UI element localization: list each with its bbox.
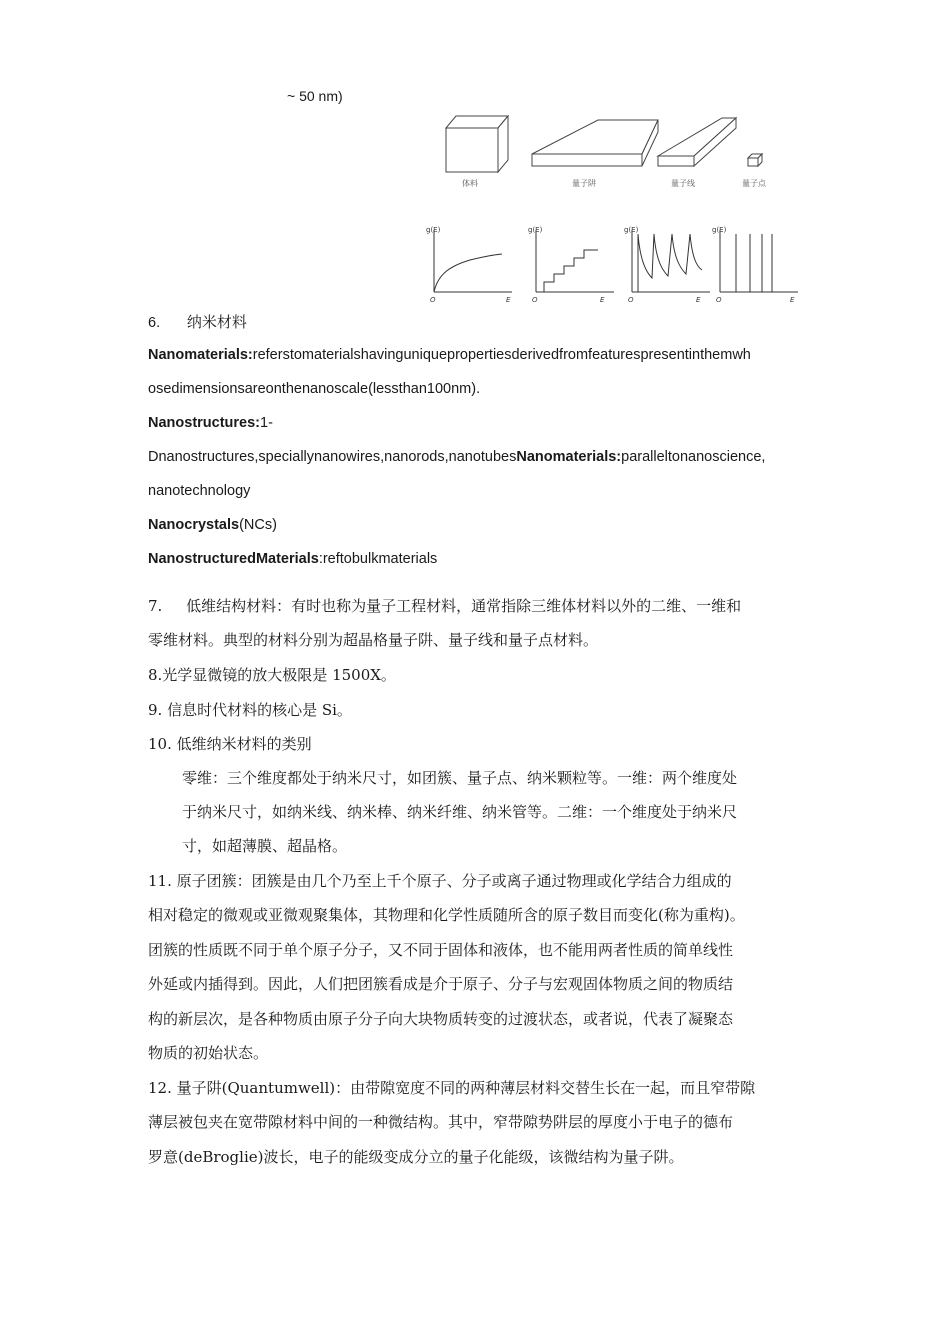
para-12-line3: 罗意(deBroglie)波长，电子的能级变成分立的量子化能级，该微结构为量子阱。 [148, 1148, 684, 1166]
nanostructures-line1: Nanostructures:1- [148, 415, 273, 431]
svg-text:O: O [532, 296, 538, 304]
shape-label-wire: 量子线 [671, 179, 695, 188]
para-11-line2: 相对稳定的微观或亚微观聚集体，其物理和化学性质随所含的原子数目而变化(称为重构)。 [148, 906, 745, 924]
svg-text:g(E): g(E) [426, 226, 441, 234]
quantum-well-shape [532, 120, 658, 166]
svg-text:E: E [696, 296, 701, 304]
nanomaterials-definition-line1: Nanomaterials:referstomaterialshavinguniquepropertiesderivedfromfeaturespresentinthemwh [148, 347, 751, 363]
svg-text:E: E [506, 296, 511, 304]
para-10-line1: 零维：三个维度都处于纳米尺寸，如团簇、量子点、纳米颗粒等。一维：两个维度处 [182, 769, 738, 787]
svg-text:O: O [716, 296, 722, 304]
para-10-line3: 寸，如超薄膜、超晶格。 [182, 837, 348, 855]
bulk-cube-shape [446, 116, 508, 172]
para-7-line2: 零维材料。典型的材料分别为超晶格量子阱、量子线和量子点材料。 [148, 631, 599, 649]
svg-text:O: O [430, 296, 436, 304]
quantum-dot-shape [748, 154, 762, 166]
quantum-wire-shape [658, 118, 736, 166]
para-8: 8.光学显微镜的放大极限是 1500X。 [148, 666, 396, 684]
svg-text:E: E [790, 296, 795, 304]
svg-text:O: O [628, 296, 634, 304]
top-fragment-text: ~ 50 nm) [287, 88, 343, 104]
para-11-line4: 外延或内插得到。因此，人们把团簇看成是介于原子、分子与宏观固体物质之间的物质结 [148, 975, 734, 993]
para-10-line2: 于纳米尺寸，如纳米线、纳米棒、纳米纤维、纳米管等。二维：一个维度处于纳米尺 [182, 803, 738, 821]
shape-label-dot: 量子点 [742, 179, 766, 188]
para-9: 9. 信息时代材料的核心是 Si。 [148, 701, 352, 719]
section-6-heading: 6. 纳米材料 [148, 313, 247, 331]
para-11-line3: 团簇的性质既不同于单个原子分子，又不同于固体和液体，也不能用两者性质的简单线性 [148, 941, 734, 959]
nanocrystals-line: Nanocrystals(NCs) [148, 517, 277, 533]
para-12-line1: 12. 量子阱(Quantumwell)：由带隙宽度不同的两种薄层材料交替生长在一起，而且窄带隙 [148, 1079, 756, 1097]
shape-label-well: 量子阱 [572, 179, 596, 188]
svg-text:g(E): g(E) [624, 226, 639, 234]
svg-text:g(E): g(E) [712, 226, 727, 234]
svg-text:E: E [600, 296, 605, 304]
dos-plot-wire [632, 230, 710, 292]
nanomaterials-definition-line2: osedimensionsareonthenanoscale(lessthan100nm). [148, 381, 481, 397]
para-11-line5: 构的新层次，是各种物质由原子分子向大块物质转变的过渡状态，或者说，代表了凝聚态 [148, 1010, 734, 1028]
nanostructures-line2: Dnanostructures,speciallynanowires,nanorods,nanotubesNanomaterials:paralleltonanoscience, [148, 449, 766, 465]
dos-plot-dot [720, 230, 798, 292]
nanostructures-line3: nanotechnology [148, 483, 251, 499]
para-7-line1: 7. 低维结构材料：有时也称为量子工程材料，通常指除三维体材料以外的二维、一维和 [148, 597, 742, 615]
dos-plot-bulk [434, 230, 512, 292]
para-10-title: 10. 低维纳米材料的类别 [148, 735, 312, 753]
dimensionality-figure [420, 110, 800, 305]
nanostructured-materials-line: NanostructuredMaterials:reftobulkmaterials [148, 551, 438, 567]
svg-text:g(E): g(E) [528, 226, 543, 234]
para-11-line6: 物质的初始状态。 [148, 1044, 269, 1062]
shape-label-bulk: 体料 [462, 179, 478, 188]
dos-plot-well [536, 230, 614, 292]
para-11-line1: 11. 原子团簇：团簇是由几个乃至上千个原子、分子或离子通过物理或化学结合力组成的 [148, 872, 732, 890]
para-12-line2: 薄层被包夹在宽带隙材料中间的一种微结构。其中，窄带隙势阱层的厚度小于电子的德布 [148, 1113, 734, 1131]
